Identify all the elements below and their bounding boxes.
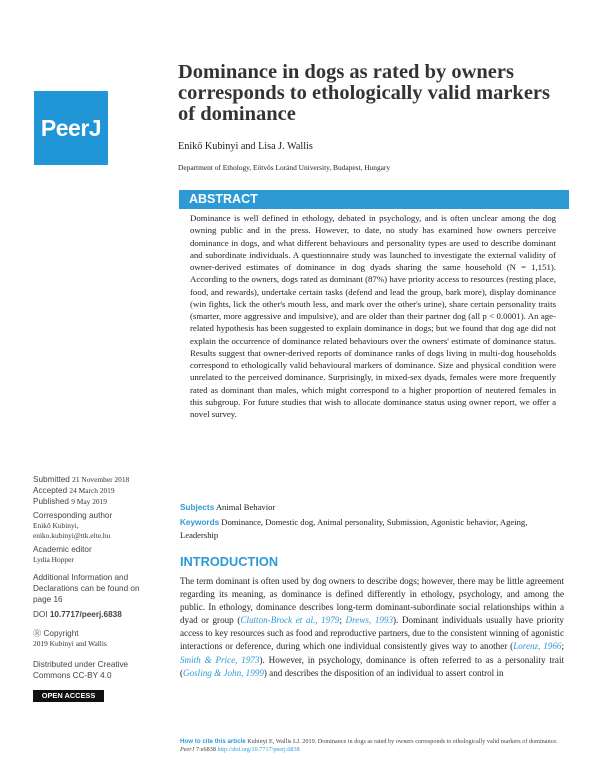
intro-part-2: ). Dominant individuals usually have priority access to key resources such as food and reproductive partners, due to the consistent winning of agonistic interactions or deference, during which one individual consistently gives way to another ( <box>180 615 564 652</box>
subjects-value: Animal Behavior <box>215 502 276 512</box>
citation-link[interactable]: Smith & Price, 1973 <box>180 654 260 665</box>
corresponding-name: Enikő Kubinyi, <box>33 521 79 530</box>
copyright-text: 2019 Kubinyi and Wallis <box>33 639 107 648</box>
corresponding-email[interactable]: eniko.kubinyi@ttk.elte.hu <box>33 531 111 540</box>
introduction-text <box>180 575 564 680</box>
doi-line <box>33 609 173 620</box>
intro-sep-1: ; <box>339 615 346 626</box>
license: Distributed under Creative Commons CC-BY 4.0 <box>33 660 129 680</box>
sidebar-copyright <box>33 628 173 649</box>
doi-link[interactable]: 10.7717/peerj.6838 <box>49 610 122 619</box>
citation-footer <box>180 738 560 754</box>
footer-doi[interactable]: http://doi.org/10.7717/peerj.6838 <box>217 746 300 753</box>
citation-link[interactable]: Gosling & John, 1999 <box>183 667 264 678</box>
subjects <box>180 502 275 512</box>
abstract-text: Dominance is well defined in ethology, debated in psychology, and is often unclear among the dog owning public and in the press. However, to date, no study has examined how owners perceive dominance in dogs, and what different behaviours and personality types are used to describe dominant and subordinate individuals. A questionnaire study was launched to investigate the external validity of owner-derived estimates of dominance in dog dyads sharing the same household (N = 1,151). According to the owners, dogs rated as dominant (87%) have priority access to resources (resting place, food, and rewards), undertake certain tasks (defend and lead the group, bark more), display dominance (win fights, lick the other's mouth less, and mark over the other's urine), share certain personality traits (smarter, more aggressive and impulsive), and are older than their partner dog (all p < 0.0001). An age-related hypothesis has been suggested to explain dominance in dogs; but we found that dog age did not explain the occurrence of dominance related behaviours over the owners' estimate of dominance status. Results suggest that owner-derived reports of dominance ranks of dogs living in multi-dog households correspond to ethologically valid behavioural markers of dominance. Size and physical condition were unrelated to the perceived dominance. Surprisingly, in mixed-sex dyads, females were more frequently rated as dominant than males, which might correspond to a higher proportion of neutered females in this subgroup. For future studies that wish to allocate dominance status using owner report, we offer a novel survey. <box>190 213 556 419</box>
keywords <box>180 516 560 541</box>
peerj-logo <box>34 91 108 165</box>
sidebar-dates <box>33 474 173 507</box>
footer-journal: PeerJ <box>180 746 195 753</box>
corresponding-label: Corresponding author <box>33 511 113 520</box>
intro-part-3: ). However, in psychology, dominance is often referred to as a personality trait ( <box>180 654 564 678</box>
published-date: 9 May 2019 <box>71 497 107 506</box>
citation-link[interactable]: Drews, 1993 <box>345 615 394 626</box>
footer-label: How to cite this article <box>180 738 246 745</box>
copyright-icon: Ⓡ <box>33 629 42 638</box>
footer-ref: 7:e6838 <box>195 746 216 753</box>
accepted-date: 24 March 2019 <box>69 486 115 495</box>
sidebar-corresponding <box>33 510 173 541</box>
introduction-heading: INTRODUCTION <box>180 554 279 569</box>
subjects-label: Subjects <box>180 503 215 512</box>
authors: Enikő Kubinyi and Lisa J. Wallis <box>178 141 313 152</box>
footer-text: Kubinyi E, Wallis LJ. 2019. Dominance in dogs as rated by owners corresponds to ethologically valid markers of dominance. <box>247 738 558 745</box>
citation-link[interactable]: Clutton-Brock et al., 1979 <box>240 615 340 626</box>
submitted-label: Submitted <box>33 475 70 484</box>
open-access-badge: OPEN ACCESS <box>33 690 104 702</box>
additional-info: Additional Information and Declarations can be found on page 16 <box>33 573 140 604</box>
intro-part-4: ) and describes the disposition of an individual to assert control in <box>263 667 504 678</box>
logo-text: PeerJ <box>40 114 102 141</box>
sidebar-editor <box>33 544 173 565</box>
accepted-label: Accepted <box>33 486 68 495</box>
copyright-label: Copyright <box>43 629 79 638</box>
paper-title: Dominance in dogs as rated by owners corresponds to ethologically valid markers of dominance <box>178 61 551 125</box>
affiliation: Department of Ethology, Eötvös Loránd University, Budapest, Hungary <box>178 163 391 172</box>
intro-part-1: The term dominant is often used by dog owners to describe dogs; however, there may be little agreement regarding its meaning, as dominance is defined differently in ethology, psychology, and among the public. In ethology, dominance describes long-term dominant-subordinate social relationships within a dyad or group ( <box>180 576 564 626</box>
intro-sep-2: ; <box>561 641 564 652</box>
keywords-value: Dominance, Domestic dog, Animal personality, Submission, Agonistic behavior, Ageing, Leadership <box>180 517 528 540</box>
doi-label: DOI <box>33 610 48 619</box>
editor-label: Academic editor <box>33 545 92 554</box>
citation-link[interactable]: Lorenz, 1966 <box>513 641 562 652</box>
published-label: Published <box>33 497 69 506</box>
submitted-date: 21 November 2018 <box>72 475 130 484</box>
editor-name: Lydia Hopper <box>33 555 74 564</box>
abstract-heading: ABSTRACT <box>179 190 569 209</box>
keywords-label: Keywords <box>180 518 220 527</box>
